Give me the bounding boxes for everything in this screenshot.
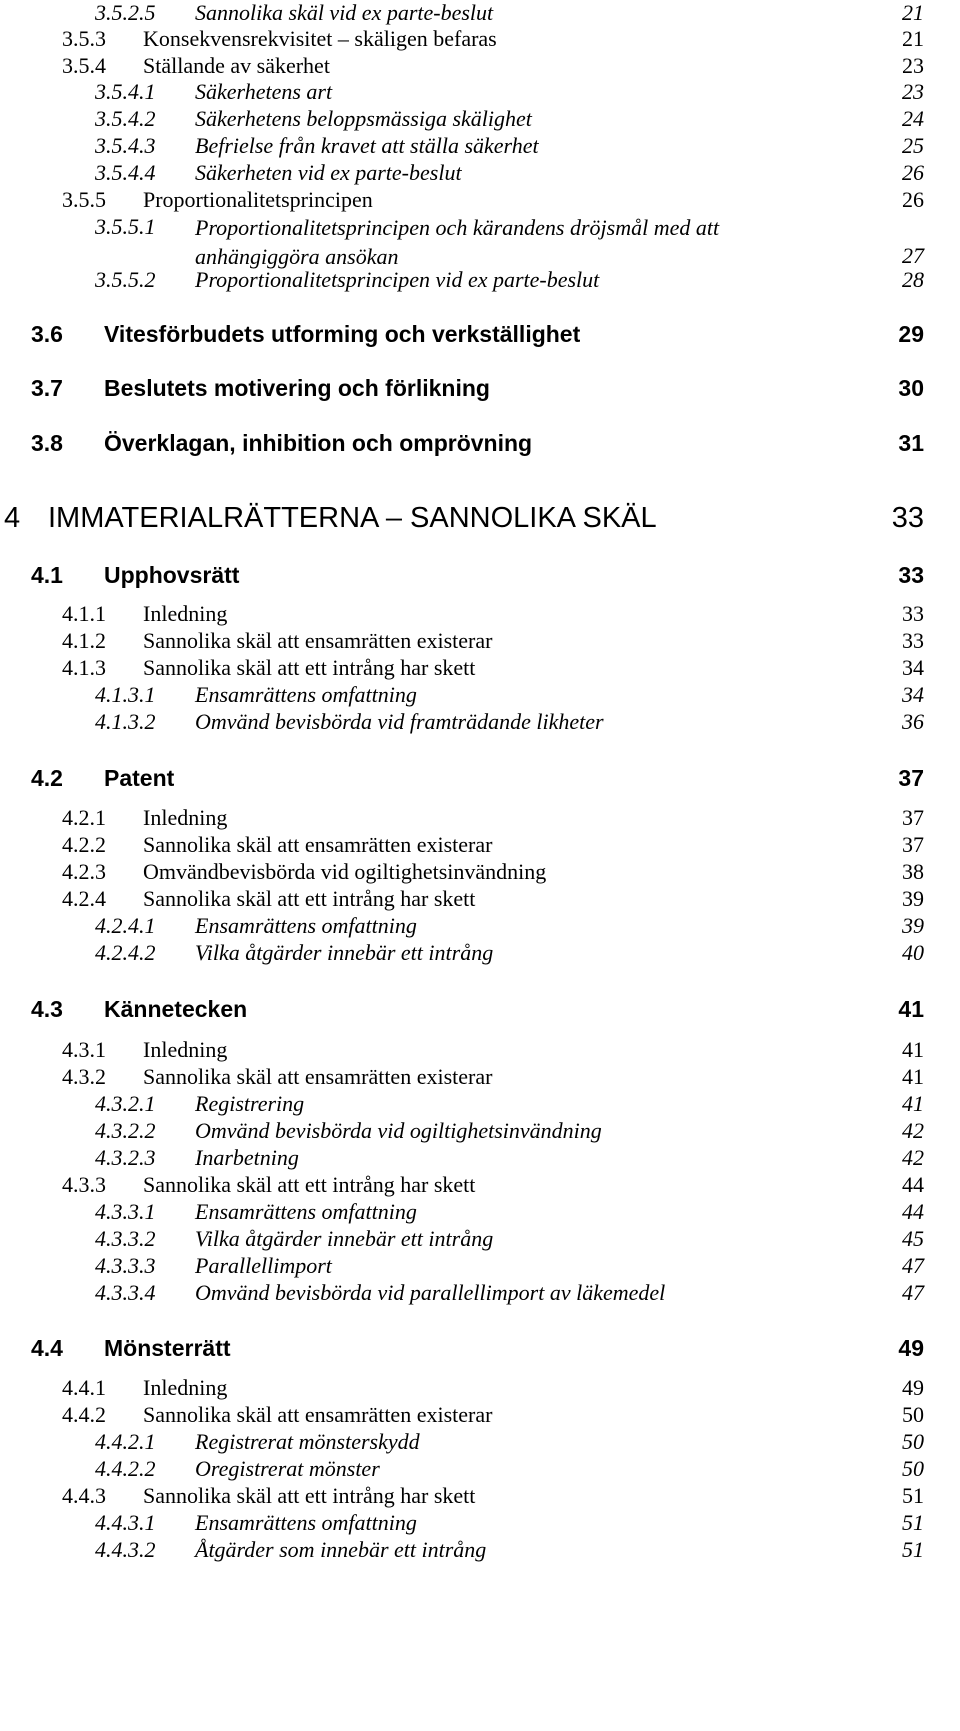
toc-entry-title: Patent [104,765,175,791]
toc-entry-number: 4.3.2.1 [95,1091,156,1116]
toc-entry-page: 49 [902,1375,924,1400]
toc-entry-title: Inledning [143,805,228,830]
toc-entry-title: Sannolika skäl vid ex parte-beslut [195,0,494,25]
toc-entry-number: 4.1.3 [62,655,106,680]
toc-entry-number: 4.4.3 [62,1483,106,1508]
toc-entry-number: 3.5.4.2 [95,106,156,131]
toc-entry-page: 41 [902,1064,924,1089]
toc-entry-title: IMMATERIALRÄTTERNA – SANNOLIKA SKÄL [48,502,657,534]
toc-entry-title: Ensamrättens omfattning [195,913,417,938]
toc-entry-title: Omvänd bevisbörda vid ogiltighetsinvändning [195,1118,602,1143]
toc-entry-page: 50 [902,1429,924,1454]
toc-entry-number: 4.3 [31,996,63,1022]
toc-entry-title: Proportionalitetsprincipen vid ex parte-beslut [195,267,600,292]
toc-entry-number: 3.5.5.1 [95,214,156,239]
toc-entry-number: 4.4.2 [62,1402,106,1427]
toc-entry-title: Upphovsrätt [104,562,240,588]
toc-entry-title: Säkerhetens beloppsmässiga skälighet [195,106,532,131]
toc-entry-number: 4.3.2.3 [95,1145,156,1170]
toc-entry-page: 44 [902,1199,924,1224]
toc-entry-number: 4.1.3.1 [95,682,156,707]
toc-entry-number: 4.4 [31,1335,63,1361]
toc-entry-number: 4.2.4 [62,886,106,911]
toc-entry-title: Sannolika skäl att ett intrång har skett [143,655,476,680]
toc-entry-page: 33 [891,502,924,534]
toc-entry-page: 41 [898,996,924,1022]
toc-entry-title: Inledning [143,1375,228,1400]
toc-entry-page: 44 [902,1172,924,1197]
toc-entry-page: 42 [902,1145,924,1170]
toc-entry-title: Vitesförbudets utforming och verkställighet [104,321,581,347]
toc-entry-number: 3.5.4.1 [95,79,156,104]
toc-entry-number: 4.2.4.2 [95,940,156,965]
toc-entry-page: 47 [902,1280,924,1305]
toc-entry-page: 39 [902,886,924,911]
toc-entry-title: Sannolika skäl att ett intrång har skett [143,1172,476,1197]
toc-entry-title: Sannolika skäl att ensamrätten existerar [143,1402,493,1427]
toc-entry-number: 3.6 [31,321,63,347]
toc-entry-page: 39 [902,913,924,938]
toc-entry-page: 28 [902,267,924,292]
toc-entry-title: Inledning [143,1037,228,1062]
toc-entry-page: 34 [902,682,924,707]
toc-entry-title: Oregistrerat mönster [195,1456,380,1481]
toc-entry-number: 3.5.4.4 [95,160,156,185]
toc-entry-page: 36 [902,709,924,734]
toc-entry-number: 4.3.3.1 [95,1199,156,1224]
toc-entry-title: Säkerheten vid ex parte-beslut [195,160,462,185]
toc-entry-number: 4.1 [31,562,63,588]
toc-entry-page: 41 [902,1091,924,1116]
toc-entry-number: 3.7 [31,375,63,401]
toc-entry-number: 3.5.4 [62,53,106,78]
toc-entry-number: 3.5.5.2 [95,267,156,292]
toc-entry-page: 27 [902,243,924,268]
toc-entry-page: 33 [902,628,924,653]
toc-entry-page: 29 [898,321,924,347]
toc-entry-page: 49 [898,1335,924,1361]
toc-entry-number: 4 [4,502,21,534]
toc-entry-page: 33 [902,601,924,626]
toc-entry-number: 3.5.3 [62,26,106,51]
toc-entry-number: 3.8 [31,430,63,456]
toc-entry-title: Inledning [143,601,228,626]
toc-entry-page: 31 [898,430,924,456]
toc-entry-page: 37 [898,765,924,791]
toc-entry-page: 51 [902,1537,924,1562]
toc-entry-page: 45 [902,1226,924,1251]
toc-entry-title: Ensamrättens omfattning [195,1510,417,1535]
toc-entry-title: Registrerat mönsterskydd [195,1429,420,1454]
toc-entry-number: 4.2 [31,765,63,791]
toc-entry-page: 23 [902,79,924,104]
toc-entry-title: Åtgärder som innebär ett intrång [195,1537,487,1562]
toc-entry-title: Sannolika skäl att ett intrång har skett [143,886,476,911]
toc-entry-title: Sannolika skäl att ensamrätten existerar [143,832,493,857]
toc-entry-number: 4.3.2.2 [95,1118,156,1143]
toc-entry-page: 24 [902,106,924,131]
toc-entry-number: 3.5.2.5 [95,0,156,25]
toc-entry-title: Omvändbevisbörda vid ogiltighetsinvändning [143,859,547,884]
toc-entry-title: Sannolika skäl att ensamrätten existerar [143,628,493,653]
toc-entry-title: Säkerhetens art [195,79,333,104]
toc-entry-title: Vilka åtgärder innebär ett intrång [195,1226,494,1251]
toc-entry-number: 4.1.1 [62,601,106,626]
toc-entry-number: 4.3.3.3 [95,1253,156,1278]
toc-entry-title: Omvänd bevisbörda vid framträdande likheter [195,709,604,734]
toc-entry-number: 4.2.1 [62,805,106,830]
toc-entry-title: Kännetecken [104,996,248,1022]
toc-entry-page: 37 [902,805,924,830]
toc-entry-title: Överklagan, inhibition och omprövning [104,430,533,456]
toc-entry-title: Parallellimport [195,1253,332,1278]
toc-entry-number: 4.4.3.2 [95,1537,156,1562]
toc-entry-number: 4.1.3.2 [95,709,156,734]
toc-entry-number: 4.3.1 [62,1037,106,1062]
toc-entry-number: 4.3.3 [62,1172,106,1197]
toc-entry-title: Proportionalitetsprincipen och kärandens dröjsmål med att anhängiggöra ansökan [195,215,720,269]
toc-entry-title: Inarbetning [195,1145,299,1170]
toc-entry-page: 21 [902,0,924,25]
toc-entry-number: 4.3.2 [62,1064,106,1089]
toc-entry-number: 4.2.4.1 [95,913,156,938]
toc-entry-title: Registrering [195,1091,305,1116]
toc-entry-page: 50 [902,1402,924,1427]
toc-entry-title: Proportionalitetsprincipen [143,187,373,212]
toc-entry-page: 42 [902,1118,924,1143]
toc-entry-number: 4.4.2.2 [95,1456,156,1481]
toc-entry-number: 4.4.2.1 [95,1429,156,1454]
toc-entry-page: 41 [902,1037,924,1062]
toc-entry-page: 33 [898,562,924,588]
toc-entry-page: 51 [902,1483,924,1508]
toc-entry-number: 4.2.2 [62,832,106,857]
toc-entry-page: 26 [902,160,924,185]
toc-entry-page: 23 [902,53,924,78]
toc-entry-number: 4.3.3.4 [95,1280,156,1305]
toc-entry-title: Beslutets motivering och förlikning [104,375,490,401]
toc-entry-page: 40 [902,940,924,965]
toc-entry-page: 50 [902,1456,924,1481]
toc-entry-title: Sannolika skäl att ensamrätten existerar [143,1064,493,1089]
toc-entry-title: Konsekvensrekvisitet – skäligen befaras [143,26,497,51]
toc-entry-title: Ensamrättens omfattning [195,682,417,707]
toc-entry-number: 3.5.5 [62,187,106,212]
toc-entry-page: 25 [902,133,924,158]
toc-entry-page: 38 [902,859,924,884]
toc-entry-number: 4.4.1 [62,1375,106,1400]
toc-entry-page: 21 [902,26,924,51]
toc-entry-title: Sannolika skäl att ett intrång har skett [143,1483,476,1508]
toc-entry-page: 30 [898,375,924,401]
toc-entry-page: 47 [902,1253,924,1278]
toc-entry-page: 34 [902,655,924,680]
toc-entry-number: 4.3.3.2 [95,1226,156,1251]
toc-entry-title: Ställande av säkerhet [143,53,330,78]
toc-entry-title: Vilka åtgärder innebär ett intrång [195,940,494,965]
toc-entry-title: Ensamrättens omfattning [195,1199,417,1224]
toc-entry-number: 4.1.2 [62,628,106,653]
toc-entry-page: 26 [902,187,924,212]
toc-entry-page: 37 [902,832,924,857]
toc-entry-title: Befrielse från kravet att ställa säkerhet [195,133,539,158]
toc-entry-title: Mönsterrätt [104,1335,231,1361]
toc-entry-title: Omvänd bevisbörda vid parallellimport av läkemedel [195,1280,666,1305]
toc-entry-number: 3.5.4.3 [95,133,156,158]
toc-entry-number: 4.4.3.1 [95,1510,156,1535]
toc-entry-page: 51 [902,1510,924,1535]
toc-entry-number: 4.2.3 [62,859,106,884]
